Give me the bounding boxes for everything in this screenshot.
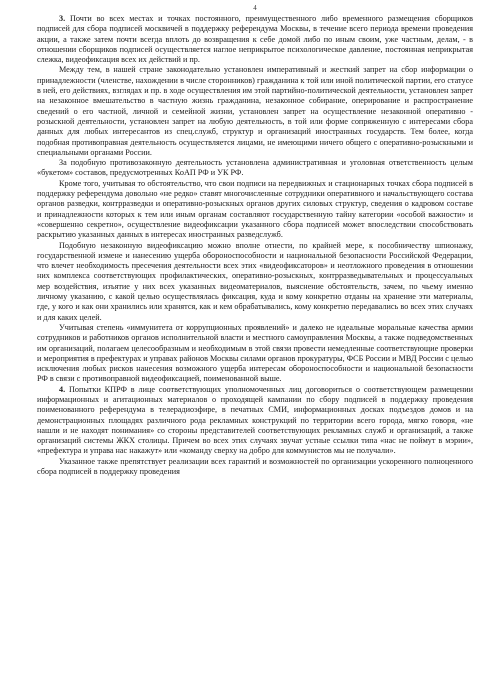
- paragraph: [37, 158, 473, 179]
- paragraph-text: Подобную незаконную видеофиксацию можно вполне отнести, по крайней мере, к пособничеству шпионажу, государственной измене и нанесению ущерба обороноспособности и национальной безопасности Российской Федерации, что влечет необходимость пресечения деятельности всех этих «видеофиксаторов» и неотложного проведения в отношении них комплекса соответствующих профилактических, оперативно-розыскных, контрразведывательных и процессуальных мер воздействия, изъятие у них всех указанных видеоматериалов, выяснение обстоятельств, зачем, по чьему именно личному указанию, с какой целью осуществлялась фиксация, куда и кому конкретно отданы на хранение эти материалы, где, у кого и как они хранились или хранятся, как и кем обрабатывались, кому конкретно передавались во всех этих случаях и для каких целей.: [37, 240, 473, 322]
- paragraph: [37, 323, 473, 385]
- page-number: 4: [253, 4, 257, 12]
- paragraph: [37, 65, 473, 158]
- paragraph: [37, 241, 473, 323]
- paragraph-text: Между тем, в нашей стране законодательно установлен императивный и жесткий запрет на сбор информации о принадлежности (членстве, нахождении в числе сторонников) гражданина к той или иной политической партии, его статусе в ней, его действиях, взглядах и пр. в ходе осуществления им этой партийно-политической деятельности, установлен запрет на незаконное вмешательство в частную жизнь гражданина, незаконное собирание, оперирование и распространение сведений о его частной, личной и семейной жизни, установлен запрет на осуществление незаконной оперативно - розыскной деятельности, установлен запрет на любую деятельность, в той или форме сопряженную с интересами сбора данных для любых интересантов из спец.служб, структур и организаций иностранных государств. Тем более, когда подобная противоправная деятельность осуществляется лицами, не имеющими ничего общего с оперативно-розыскными и специальными органами России.: [37, 65, 473, 157]
- paragraph-4: [37, 385, 473, 457]
- paragraph-text: За подобную противозаконную деятельность установлена административная и уголовная ответственность целым «букетом» составов, предусмотренных КоАП РФ и УК РФ.: [37, 158, 473, 178]
- paragraph-3: [37, 14, 473, 65]
- paragraph-text: Учитывая степень «иммунитета от коррупционных проявлений» и далеко не идеальные моральные качества армии сотрудников и работников органов исполнительной власти и местного самоуправления Москвы, а также подведомственных им организаций, полагаем целесообразным и необходимым в этой связи провести немедленные соответствующие проверки и мероприятия в префектурах и управах районов Москвы силами органов прокуратуры, ФСБ России и МВД России с целью исключения любых рисков нанесения возможного ущерба интересам обороноспособности и национальной безопасности РФ в связи с противоправной видеофиксацией, поименованной выше.: [37, 322, 473, 384]
- paragraph-number: 4.: [59, 384, 66, 394]
- paragraph-text: Почти во всех местах и точках постоянного, преимущественного либо временного размещения сборщиков подписей для сбора подписей москвичей в поддержку референдума Москвы, в течение всего периода времени проведения акции, а также затем почти всегда вплоть до возвращения к себе домой либо по иным своим, уже частным, делам, - в отношении сборщиков подписей осуществляется наглое неприкрытое психологическое давление, постоянная неприкрытая слежка, видеофиксация всех их действий и пр.: [37, 14, 474, 65]
- paragraph: [37, 457, 473, 478]
- paragraph-text: Кроме того, учитывая то обстоятельство, что свои подписи на передвижных и стационарных точках сбора подписей в поддержку референдума довольно «не редко» ставят многочисленные сотрудники оперативного и начальствующего состава органов разведки, контрразведки и оперативно-розыскных органов других силовых структур, сведения о кадровом составе и принадлежности которых к тем или иным органам составляют государственную тайну категории «особой важности» и «совершенно секретно», осуществление видеофиксации указанного сбора подписей может впоследствии способствовать раскрытию указанных данных в интересах иностранных разведслужб.: [37, 178, 473, 240]
- paragraph: [37, 179, 473, 241]
- paragraph-text: Попытки КПРФ в лице соответствующих уполномоченных лиц договориться о соответствующем размещении информационных и агитационных материалов о проходящей кампании по сбору подписей в поддержку проведения поименованного референдума в телерадиоэфире, в печатных СМИ, информационных досках подъездов домов и на демонстрационных площадях различного рода рекламных конструкций по территории всего города, мягко говоря, «не нашли и не находят понимания» со стороны представителей соответствующих рекламных служб и организаций, а также организаций системы ЖКХ столицы. Причем во всех этих случаях звучат устные ссылки типа «нас не поймут в мэрии», «префектура и управа нас накажут» или «команду сверху на добро для коммунистов мы не получали».: [37, 384, 474, 456]
- paragraph-text: Указанное также препятствует реализации всех гарантий и возможностей по организации ускоренного полноценного сбора подписей в поддержку проведения: [37, 456, 473, 477]
- paragraph-number: 3.: [59, 14, 66, 23]
